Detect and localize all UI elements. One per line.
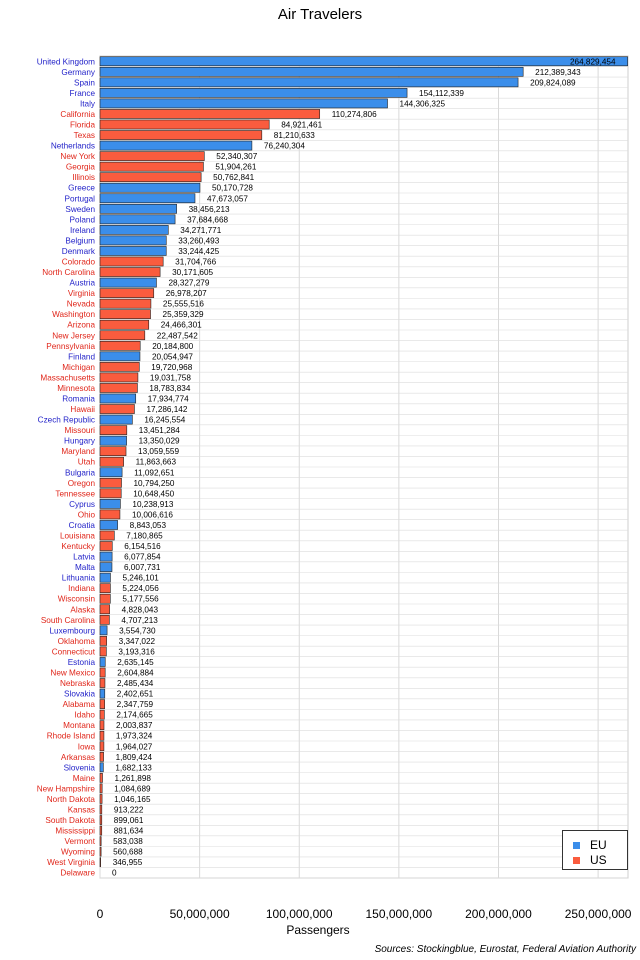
category-label: New Hampshire xyxy=(36,784,95,794)
category-label: New York xyxy=(60,152,95,162)
value-label: 7,180,865 xyxy=(126,531,163,541)
category-label: Idaho xyxy=(74,710,95,720)
legend-swatch-eu xyxy=(573,842,580,849)
value-label: 881,634 xyxy=(113,826,144,836)
category-label: Mississippi xyxy=(55,826,95,836)
bar xyxy=(100,383,137,392)
value-label: 10,794,250 xyxy=(133,478,175,488)
bar xyxy=(100,742,104,751)
value-label: 11,092,651 xyxy=(134,468,175,478)
category-label: Delaware xyxy=(60,868,95,878)
bar xyxy=(100,468,122,477)
value-label: 10,006,616 xyxy=(131,510,173,520)
value-label: 84,921,461 xyxy=(281,120,323,130)
category-label: Wisconsin xyxy=(57,594,95,604)
x-tick-label: 0 xyxy=(96,907,104,921)
value-label: 34,271,771 xyxy=(180,225,222,235)
x-axis-title: Passengers xyxy=(286,923,350,937)
bar xyxy=(100,152,204,161)
value-label: 154,112,339 xyxy=(419,88,464,98)
bar xyxy=(100,752,104,761)
value-label: 4,707,213 xyxy=(121,615,158,625)
value-label: 10,648,450 xyxy=(133,489,175,499)
category-label: Alaska xyxy=(70,605,95,615)
value-label: 13,350,029 xyxy=(138,436,180,446)
x-axis-ticks xyxy=(97,907,632,921)
bar xyxy=(100,78,518,87)
category-label: Slovakia xyxy=(64,689,95,699)
value-label: 38,456,213 xyxy=(188,204,230,214)
category-labels xyxy=(37,57,96,877)
value-label: 110,274,806 xyxy=(331,109,377,119)
bar xyxy=(100,784,102,793)
category-label: Croatia xyxy=(68,520,95,530)
bar xyxy=(100,109,320,118)
bar xyxy=(100,552,112,561)
value-label: 0 xyxy=(112,868,117,878)
category-label: Rhode Island xyxy=(46,731,95,741)
bar xyxy=(100,816,102,825)
value-label: 6,154,516 xyxy=(124,542,161,552)
value-label: 1,682,133 xyxy=(115,763,152,773)
value-label: 6,077,854 xyxy=(124,552,161,562)
bar xyxy=(100,352,140,361)
category-label: Arkansas xyxy=(60,752,95,762)
value-label: 5,177,556 xyxy=(122,594,159,604)
value-label: 899,061 xyxy=(113,816,144,826)
value-label: 20,184,800 xyxy=(152,341,194,351)
bar xyxy=(100,373,138,382)
bar xyxy=(100,447,126,456)
bar xyxy=(100,668,105,677)
bar xyxy=(100,225,168,234)
legend-item-us xyxy=(573,853,607,867)
bar xyxy=(100,289,154,298)
bar xyxy=(100,194,195,203)
value-label: 2,347,759 xyxy=(116,700,154,710)
category-label: Germany xyxy=(61,67,95,77)
bar xyxy=(100,204,177,213)
category-label: Estonia xyxy=(67,657,95,667)
category-label: New Mexico xyxy=(50,668,95,678)
category-label: Netherlands xyxy=(50,141,95,151)
value-label: 13,059,559 xyxy=(138,447,180,457)
bar xyxy=(100,657,105,666)
chart-title: Air Travelers xyxy=(277,6,363,23)
value-label: 50,170,728 xyxy=(211,183,253,193)
x-tick-label: 50,000,000 xyxy=(169,907,230,921)
value-label: 1,809,424 xyxy=(115,752,153,762)
bar xyxy=(100,99,388,108)
value-label: 5,224,056 xyxy=(122,584,159,594)
value-label: 33,244,425 xyxy=(178,246,220,256)
value-label: 22,487,542 xyxy=(156,331,198,341)
category-label: Vermont xyxy=(64,837,95,847)
bar xyxy=(100,341,140,350)
category-label: Maine xyxy=(72,773,95,783)
bar xyxy=(100,794,102,803)
category-label: Missouri xyxy=(64,426,95,436)
bar xyxy=(100,257,163,266)
category-label: Belgium xyxy=(65,236,95,246)
category-label: North Dakota xyxy=(46,794,95,804)
bar xyxy=(100,573,110,582)
bar xyxy=(100,858,101,867)
value-label: 28,327,279 xyxy=(168,278,210,288)
bar xyxy=(100,584,110,593)
value-label: 2,604,884 xyxy=(117,668,154,678)
category-label: Spain xyxy=(74,78,95,88)
category-label: Utah xyxy=(77,457,95,467)
category-label: Louisiana xyxy=(59,531,95,541)
bar xyxy=(100,236,166,245)
bar xyxy=(100,299,151,308)
bar xyxy=(100,520,118,529)
category-label: Romania xyxy=(62,394,95,404)
bar xyxy=(100,615,109,624)
value-label: 3,347,022 xyxy=(118,636,156,646)
bar xyxy=(100,636,107,645)
value-label: 2,635,145 xyxy=(117,657,154,667)
x-tick-label: 250,000,000 xyxy=(564,907,632,921)
category-label: South Dakota xyxy=(45,816,95,826)
category-label: Oklahoma xyxy=(57,636,95,646)
value-label: 1,964,027 xyxy=(115,742,153,752)
bar xyxy=(100,415,132,424)
category-label: Alabama xyxy=(62,700,95,710)
value-label: 13,451,284 xyxy=(138,426,180,436)
bar xyxy=(100,246,166,255)
x-tick-label: 200,000,000 xyxy=(465,907,532,921)
category-label: Virginia xyxy=(67,289,95,299)
value-label: 144,306,325 xyxy=(399,99,446,109)
bar xyxy=(100,141,252,150)
category-label: Hawaii xyxy=(70,405,95,415)
bar xyxy=(100,826,102,835)
bar xyxy=(100,88,407,97)
legend xyxy=(562,830,628,870)
value-label: 560,688 xyxy=(113,847,143,857)
category-label: New Jersey xyxy=(52,331,95,341)
value-label: 212,389,343 xyxy=(535,67,581,77)
bar xyxy=(100,721,104,730)
bar xyxy=(100,457,124,466)
value-label: 51,904,261 xyxy=(215,162,257,172)
bar xyxy=(100,499,120,508)
category-label: Cyprus xyxy=(69,499,95,509)
category-label: Montana xyxy=(63,721,95,731)
category-label: Connecticut xyxy=(51,647,95,657)
category-label: Indiana xyxy=(68,584,95,594)
value-label: 19,720,968 xyxy=(151,362,193,372)
bar xyxy=(100,805,102,814)
category-label: United Kingdom xyxy=(36,57,95,67)
bar xyxy=(100,626,107,635)
bar xyxy=(100,215,175,224)
legend-label-us: US xyxy=(590,853,607,867)
value-label: 31,704,766 xyxy=(175,257,217,267)
legend-label-eu: EU xyxy=(590,838,607,852)
category-label: Greece xyxy=(68,183,95,193)
bar xyxy=(100,331,145,340)
legend-item-eu xyxy=(573,838,607,852)
category-label: North Carolina xyxy=(42,268,95,278)
x-tick-label: 100,000,000 xyxy=(265,907,333,921)
value-label: 25,359,329 xyxy=(162,310,204,320)
bar xyxy=(100,773,103,782)
category-label: Florida xyxy=(69,120,95,130)
category-label: Portugal xyxy=(64,194,95,204)
bar xyxy=(100,478,122,487)
bar xyxy=(100,489,121,498)
value-label: 19,031,758 xyxy=(149,373,191,383)
value-label: 2,402,651 xyxy=(116,689,154,699)
value-label: 1,261,898 xyxy=(114,773,151,783)
bar xyxy=(100,731,104,740)
category-label: Poland xyxy=(69,215,95,225)
value-label: 1,046,165 xyxy=(114,794,151,804)
bar xyxy=(100,405,134,414)
category-label: Kentucky xyxy=(61,542,95,552)
category-label: Minnesota xyxy=(57,383,95,393)
category-label: Czech Republic xyxy=(37,415,95,425)
value-label: 17,934,774 xyxy=(147,394,189,404)
bar xyxy=(100,647,106,656)
bar xyxy=(100,278,156,287)
category-label: Nebraska xyxy=(59,679,95,689)
category-label: Finland xyxy=(68,352,95,362)
category-label: Hungary xyxy=(64,436,95,446)
bar xyxy=(100,436,127,445)
category-label: Nevada xyxy=(66,299,95,309)
value-label: 1,973,324 xyxy=(115,731,153,741)
category-label: Sweden xyxy=(65,204,95,214)
value-label: 20,054,947 xyxy=(151,352,193,362)
value-label: 1,084,689 xyxy=(114,784,151,794)
category-label: France xyxy=(69,88,95,98)
bar xyxy=(100,605,110,614)
value-label: 47,673,057 xyxy=(206,194,248,204)
bars xyxy=(100,57,628,867)
value-label: 346,955 xyxy=(112,858,143,868)
legend-swatch-us xyxy=(573,857,580,864)
value-label: 4,828,043 xyxy=(121,605,159,615)
value-label: 25,555,516 xyxy=(162,299,204,309)
bar xyxy=(100,320,149,329)
bar xyxy=(100,563,112,572)
bar xyxy=(100,310,151,319)
category-label: Denmark xyxy=(61,246,95,256)
bar xyxy=(100,700,105,709)
category-label: Tennessee xyxy=(55,489,95,499)
category-label: Illinois xyxy=(72,173,95,183)
bar xyxy=(100,162,203,171)
category-label: Ireland xyxy=(69,225,95,235)
category-label: Italy xyxy=(79,99,95,109)
category-label: Bulgaria xyxy=(64,468,95,478)
value-label: 10,238,913 xyxy=(132,499,174,509)
bar xyxy=(100,131,262,140)
bar xyxy=(100,837,101,846)
value-label: 33,260,493 xyxy=(178,236,220,246)
bar xyxy=(100,679,105,688)
category-label: Michigan xyxy=(62,362,95,372)
bar xyxy=(100,67,523,76)
bar xyxy=(100,510,120,519)
value-label: 913,222 xyxy=(113,805,144,815)
bar xyxy=(100,183,200,192)
x-tick-label: 150,000,000 xyxy=(365,907,433,921)
category-label: Wyoming xyxy=(60,847,95,857)
category-label: California xyxy=(60,109,95,119)
value-label: 81,210,633 xyxy=(273,131,315,141)
bar xyxy=(100,847,101,856)
category-label: Ohio xyxy=(77,510,95,520)
category-label: Austria xyxy=(69,278,95,288)
category-label: Georgia xyxy=(65,162,95,172)
category-label: Pennsylvania xyxy=(46,341,95,351)
value-label: 8,843,053 xyxy=(129,520,167,530)
value-label: 6,007,731 xyxy=(123,563,161,573)
bar xyxy=(100,362,139,371)
category-label: Malta xyxy=(74,563,95,573)
value-label: 209,824,089 xyxy=(530,78,576,88)
value-label: 17,286,142 xyxy=(146,405,188,415)
bar xyxy=(100,120,269,129)
value-label: 264,829,454 xyxy=(570,57,616,67)
bar xyxy=(100,394,136,403)
bar xyxy=(100,173,201,182)
category-label: Massachusetts xyxy=(40,373,95,383)
value-label: 3,193,316 xyxy=(118,647,155,657)
bar xyxy=(100,268,160,277)
bar xyxy=(100,426,127,435)
category-label: Oregon xyxy=(67,478,95,488)
value-label: 11,863,663 xyxy=(135,457,177,467)
category-label: Lithuania xyxy=(61,573,95,583)
value-label: 5,246,101 xyxy=(122,573,159,583)
category-label: Washington xyxy=(52,310,95,320)
bar xyxy=(100,531,114,540)
bar xyxy=(100,57,628,66)
value-label: 583,038 xyxy=(113,837,143,847)
category-label: Luxembourg xyxy=(49,626,95,636)
category-label: West Virginia xyxy=(47,858,95,868)
bar xyxy=(100,542,112,551)
category-label: Arizona xyxy=(67,320,95,330)
value-label: 76,240,304 xyxy=(263,141,305,151)
value-label: 24,466,301 xyxy=(160,320,202,330)
value-label: 2,485,434 xyxy=(116,679,154,689)
category-label: Iowa xyxy=(77,742,95,752)
source-note: Sources: Stockingblue, Eurostat, Federal Aviation Authority xyxy=(374,944,636,955)
category-label: Slovenia xyxy=(63,763,95,773)
category-label: Maryland xyxy=(61,447,95,457)
value-label: 50,762,841 xyxy=(213,173,255,183)
value-label: 16,245,554 xyxy=(144,415,186,425)
value-label: 2,174,665 xyxy=(116,710,153,720)
category-label: Colorado xyxy=(61,257,95,267)
bar xyxy=(100,763,103,772)
value-label: 30,171,605 xyxy=(172,268,214,278)
category-label: Latvia xyxy=(73,552,95,562)
value-label: 37,684,668 xyxy=(187,215,229,225)
bar xyxy=(100,689,105,698)
value-label: 18,783,834 xyxy=(149,383,191,393)
category-label: South Carolina xyxy=(40,615,95,625)
value-label: 2,003,837 xyxy=(115,721,153,731)
value-label: 26,978,207 xyxy=(165,289,207,299)
value-label: 52,340,307 xyxy=(216,152,258,162)
category-label: Texas xyxy=(73,131,95,141)
value-label: 3,554,730 xyxy=(119,626,156,636)
category-label: Kansas xyxy=(67,805,95,815)
bar xyxy=(100,594,110,603)
bar xyxy=(100,710,104,719)
